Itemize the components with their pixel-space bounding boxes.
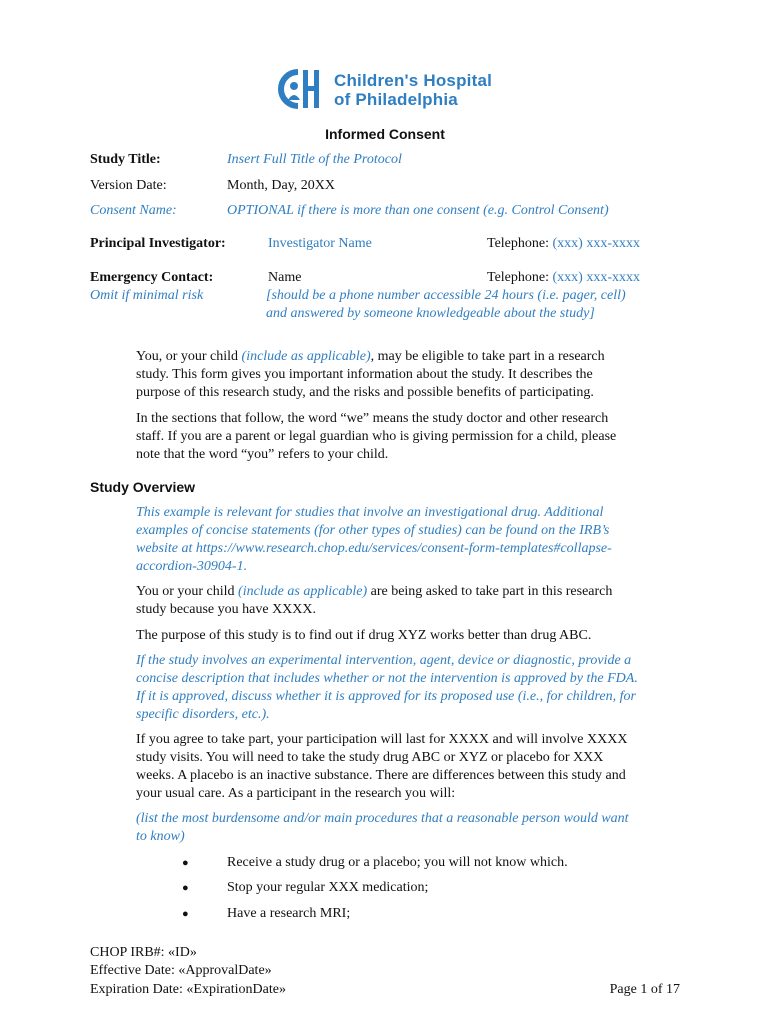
overview-note1-line1: This example is relevant for studies that involve an investigational drug. Additional — [136, 505, 604, 520]
footer-expiration-date: Expiration Date: «ExpirationDate» — [90, 982, 286, 997]
overview-note-1 — [136, 504, 612, 576]
bullet-icon: ● — [182, 882, 189, 894]
logo-line-1: Children's Hospital — [334, 71, 493, 90]
overview-p3-line4: your usual care. As a participant in the research you will: — [136, 786, 456, 801]
overview-note1-line4: accordion-30904-1. — [136, 559, 248, 574]
consent-name-value: OPTIONAL if there is more than one consent (e.g. Control Consent) — [227, 203, 609, 218]
intro-p1-line2: study. This form gives you important information about the study. It describes the — [136, 367, 593, 382]
overview-p1-line2: study because you have XXXX. — [136, 602, 317, 617]
emergency-contact-label: Emergency Contact: — [90, 270, 214, 285]
footer-irb: CHOP IRB#: «ID» — [90, 945, 197, 960]
intro-paragraph-1 — [136, 348, 605, 402]
overview-p3-line1: If you agree to take part, your participation will last for XXXX and will involve XXXX — [136, 732, 628, 747]
intro-p1-line1 — [136, 348, 605, 366]
logo-line-2: of Philadelphia — [334, 90, 458, 109]
study-overview-heading: Study Overview — [90, 479, 196, 495]
procedure-item-text: Receive a study drug or a placebo; you will not know which. — [227, 855, 568, 870]
consent-name-label: Consent Name: — [90, 203, 177, 218]
overview-p1-line1 — [136, 583, 612, 601]
overview-p3-line2: study visits. You will need to take the study drug ABC or XYZ or placebo for XXX — [136, 750, 604, 765]
overview-p1-a: You or your child — [136, 584, 239, 599]
overview-note1-line3: website at https://www.research.chop.edu/services/consent-form-templates#collapse- — [136, 541, 612, 556]
version-date-value: Month, Day, 20XX — [227, 178, 335, 193]
study-title-value: Insert Full Title of the Protocol — [227, 152, 402, 167]
procedure-item-text: Have a research MRI; — [227, 906, 351, 921]
emergency-telephone-label: Telephone: — [487, 270, 549, 285]
intro-p1-b: (include as applicable) — [241, 349, 371, 364]
intro-p2-line3: note that the word “you” refers to your child. — [136, 447, 389, 462]
pi-label: Principal Investigator: — [90, 236, 226, 251]
overview-note-2 — [136, 652, 638, 724]
intro-p1-a: You, or your child — [136, 349, 242, 364]
pi-telephone-label: Telephone: — [487, 236, 549, 251]
intro-paragraph-2 — [136, 410, 616, 464]
overview-paragraph-3 — [136, 731, 627, 803]
overview-note-3 — [136, 810, 629, 846]
page-number: Page 1 of 17 — [609, 982, 680, 997]
intro-p1-line3: purpose of this research study, and the risks and possible benefits of participating. — [136, 385, 594, 400]
overview-paragraph-1 — [136, 583, 612, 619]
pi-value: Investigator Name — [268, 236, 372, 251]
chop-logo-mark-icon — [276, 66, 324, 112]
intro-p1-c: , may be eligible to take part in a research — [370, 349, 605, 364]
overview-p3-line3: weeks. A placebo is an inactive substance. There are differences between this study and — [136, 768, 626, 783]
overview-p1-c: are being asked to take part in this research — [367, 584, 613, 599]
overview-note3-line1: (list the most burdensome and/or main procedures that a reasonable person would want — [136, 811, 629, 826]
overview-note1-line2: examples of concise statements (for other types of studies) can be found on the IRB’s — [136, 523, 610, 538]
emergency-instruction-2: and answered by someone knowledgeable about the study] — [266, 306, 595, 321]
intro-p2-line1: In the sections that follow, the word “we” means the study doctor and other research — [136, 411, 609, 426]
overview-note2-line2: concise description that includes whether or not the intervention is approved by the FDA. — [136, 671, 638, 686]
overview-note2-line4: specific disorders, etc.). — [136, 707, 270, 722]
chop-logo — [276, 66, 496, 112]
intro-p2-line2: staff. If you are a parent or legal guardian who is giving permission for a child, please — [136, 429, 617, 444]
emergency-contact-name: Name — [268, 270, 302, 285]
overview-paragraph-2: The purpose of this study is to find out if drug XYZ works better than drug ABC. — [136, 628, 592, 643]
overview-note2-line3: If it is approved, discuss whether it is approved for its proposed use (i.e., for children, for — [136, 689, 636, 704]
procedure-item-text: Stop your regular XXX medication; — [227, 880, 429, 895]
pi-telephone — [487, 235, 640, 253]
emergency-instruction-1: [should be a phone number accessible 24 hours (i.e. pager, cell) — [266, 288, 626, 303]
version-date-label: Version Date: — [90, 178, 167, 193]
emergency-contact-note: Omit if minimal risk — [90, 288, 204, 303]
emergency-telephone-value: (xxx) xxx-xxxx — [552, 270, 640, 285]
bullet-icon: ● — [182, 857, 189, 869]
emergency-telephone — [487, 269, 640, 287]
overview-note2-line1: If the study involves an experimental intervention, agent, device or diagnostic, provide a — [136, 653, 632, 668]
doc-title: Informed Consent — [325, 126, 445, 142]
bullet-icon: ● — [182, 908, 189, 920]
pi-telephone-value: (xxx) xxx-xxxx — [552, 236, 640, 251]
footer-effective-date: Effective Date: «ApprovalDate» — [90, 963, 272, 978]
overview-p1-b: (include as applicable) — [238, 584, 368, 599]
study-title-label: Study Title: — [90, 152, 161, 167]
overview-note3-line2: to know) — [136, 829, 185, 844]
